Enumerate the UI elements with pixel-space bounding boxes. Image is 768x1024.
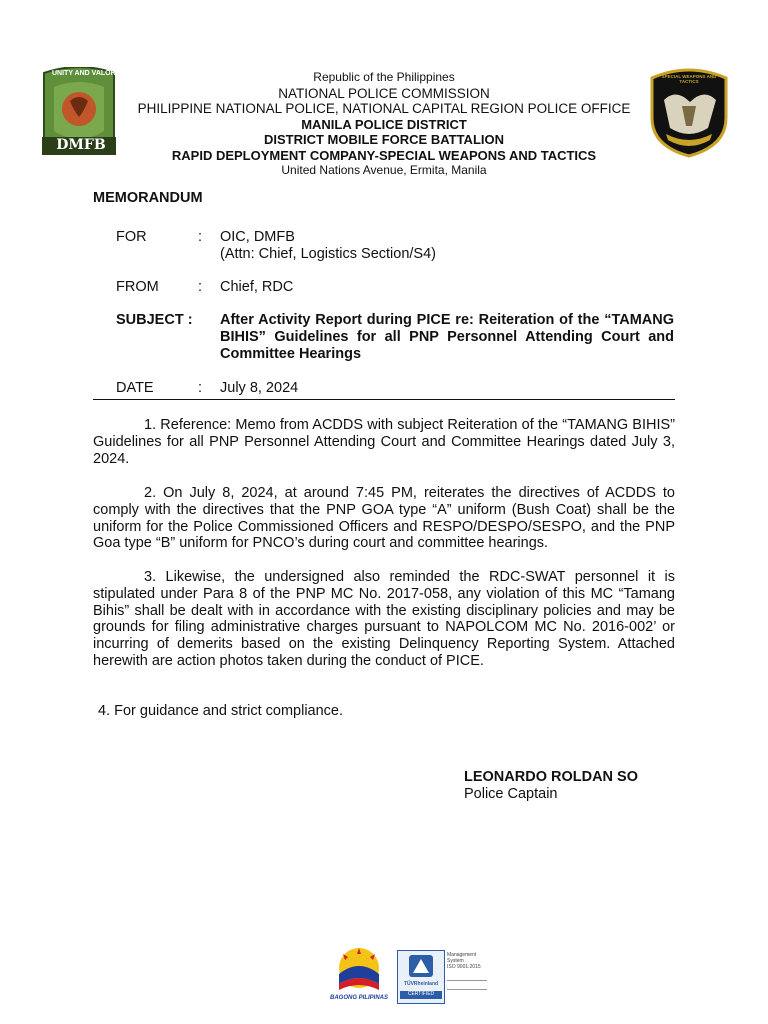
letterhead: [0, 70, 768, 179]
from-label: FROM: [116, 279, 159, 295]
header-napolcom: NATIONAL POLICE COMMISSION: [278, 85, 490, 101]
date-colon: :: [198, 380, 203, 396]
paragraph-2: 2. On July 8, 2024, at around 7:45 PM, reiterates the directives of ACDDS to comply with the directives that the PNP GOA type “A” uniform (Bush Coat) shall be the uniform for the Police Commissioned Officers and RESPO/DESPO/SESPO, and the PNP Goa type “B” uniform for PNCO’s during court and committee hearings.: [93, 485, 675, 552]
for-value: [220, 229, 674, 263]
paragraph-3: 3. Likewise, the undersigned also reminded the RDC-SWAT personnel it is stipulated under Para 8 of the PNP MC No. 2017-058, any violation of this MC “Tamang Bihis” shall be dealt with in accordance with the existing disciplinary policies and may be grounds for filing administrative charges pursuant to NAPOLCOM MC No. 2016-002’ or incurring of demerits based on the existing Delinquency Reporting System. Attached herewith are action photos taken during the conduct of PICE.: [93, 569, 675, 669]
memo-subject-row: [116, 312, 676, 366]
tuv-badge: [397, 950, 445, 1004]
for-label: FOR: [116, 229, 147, 245]
bagong-pilipinas-text: BAGONG PILIPINAS: [329, 995, 388, 1001]
tuv-brand-text: TÜVRheinland: [403, 981, 439, 987]
memo-title: MEMORANDUM: [93, 190, 203, 206]
signatory-rank: Police Captain: [464, 786, 558, 802]
memo-from-row: [116, 279, 676, 297]
for-attention: (Attn: Chief, Logistics Section/S4): [220, 246, 436, 262]
for-recipient: OIC, DMFB: [220, 229, 295, 245]
bagong-pilipinas-logo: [324, 944, 394, 1006]
dmfb-motto: UNITY AND VALOR: [52, 70, 116, 77]
tuv-info-line-1: Management: [447, 952, 477, 958]
from-value: Chief, RDC: [220, 279, 294, 295]
tuv-info-rule: [447, 980, 487, 981]
memo-for-row: [116, 229, 676, 265]
tuv-info-line-2: System: [447, 958, 464, 964]
header-republic: Republic of the Philippines: [313, 70, 455, 84]
tuv-info-rule-2: [447, 989, 487, 990]
dmfb-logo-text: DMFB: [56, 137, 106, 153]
from-colon: :: [198, 279, 203, 295]
tuv-certified-text: CERTIFIED: [400, 991, 442, 999]
header-rdc-swat: RAPID DEPLOYMENT COMPANY-SPECIAL WEAPONS AND TACTICS: [171, 147, 597, 163]
subject-label: SUBJECT :: [116, 312, 193, 328]
header-divider: [93, 399, 675, 400]
header-dmfb: DISTRICT MOBILE FORCE BATTALION: [264, 132, 504, 147]
subject-value: After Activity Report during PICE re: Reiteration of the “TAMANG BIHIS” Guidelines for all PNP Personnel Attending Court and Committee Hearings: [220, 312, 674, 362]
date-label: DATE: [116, 380, 154, 396]
paragraph-4: 4. For guidance and strict compliance.: [98, 703, 344, 719]
memo-date-row: [116, 380, 676, 398]
tuv-info-line-3: ISO 9001:2015: [447, 964, 481, 970]
for-colon: :: [198, 229, 203, 245]
swat-logo-text: SPECIAL WEAPONS AND TACTICS: [661, 74, 717, 84]
tuv-certification-logo: [397, 950, 493, 1002]
tuv-info: [447, 952, 493, 990]
paragraph-1: 1. Reference: Memo from ACDDS with subject Reiteration of the “TAMANG BIHIS” Guidelines for all PNP Personnel Attending Court and Committee Hearings dated July 3, 2024.: [93, 417, 675, 467]
header-address: United Nations Avenue, Ermita, Manila: [281, 163, 487, 177]
date-value: July 8, 2024: [220, 380, 299, 396]
signatory-name: LEONARDO ROLDAN SO: [464, 769, 638, 785]
header-mpd: MANILA POLICE DISTRICT: [301, 116, 467, 132]
header-pnp: PHILIPPINE NATIONAL POLICE, NATIONAL CAPITAL REGION POLICE OFFICE: [137, 101, 631, 116]
